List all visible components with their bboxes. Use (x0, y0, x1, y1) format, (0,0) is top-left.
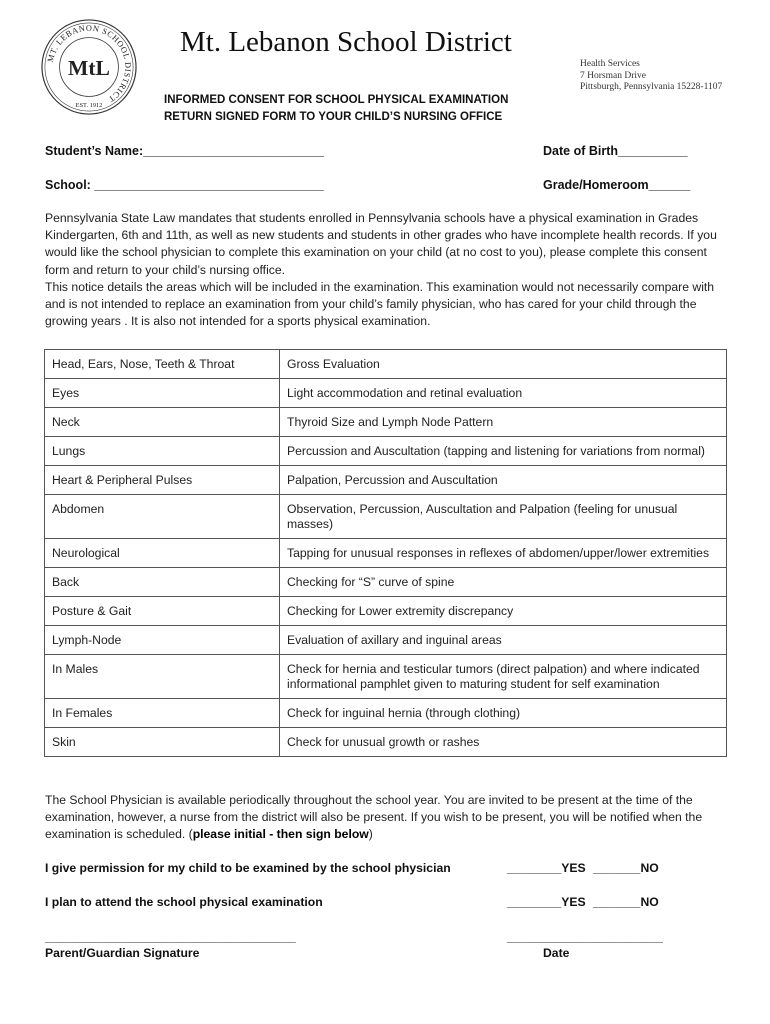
seal-est: EST. 1912 (75, 102, 103, 110)
exam-description: Check for hernia and testicular tumors (direct palpation) and where indicated informational pamphlet given to maturing student for self examination (280, 655, 727, 699)
school-field[interactable]: School: _________________________________ (45, 178, 324, 192)
intro-text (45, 210, 730, 330)
permission-exam-yes[interactable]: ________YES (507, 861, 586, 875)
exam-area: Neck (45, 408, 280, 437)
date-of-birth-field[interactable]: Date of Birth__________ (543, 144, 688, 158)
signature-line[interactable]: _____________________________________ (45, 930, 296, 944)
seal-ring-text: MT. LEBANON SCHOOL DISTRICT (45, 23, 133, 104)
notice-close: ) (368, 827, 373, 842)
exam-description: Checking for Lower extremity discrepancy (280, 597, 727, 626)
exam-area: In Females (45, 699, 280, 728)
table-row (45, 379, 727, 408)
exam-description: Percussion and Auscultation (tapping and listening for variations from normal) (280, 437, 727, 466)
exam-description: Thyroid Size and Lymph Node Pattern (280, 408, 727, 437)
exam-description: Gross Evaluation (280, 350, 727, 379)
table-row (45, 437, 727, 466)
permission-attend-no[interactable]: _______NO (593, 895, 659, 909)
table-row (45, 655, 727, 699)
permission-statement-attend: I plan to attend the school physical examination (45, 895, 323, 909)
exam-area: Abdomen (45, 495, 280, 539)
exam-description: Checking for “S” curve of spine (280, 568, 727, 597)
permission-exam-no[interactable]: _______NO (593, 861, 659, 875)
exam-area: Neurological (45, 539, 280, 568)
headline-line-1: INFORMED CONSENT FOR SCHOOL PHYSICAL EXAMINATION (164, 94, 509, 106)
address-line: Pittsburgh, Pennsylvania 15228-1107 (580, 82, 723, 92)
table-row (45, 728, 727, 757)
exam-area: Back (45, 568, 280, 597)
notice-text: The School Physician is available periodically throughout the school year. You are invited to be present at the time of the examination, however, a nurse from the district will also be present. If you wish to be present, you will be notified when the examination is scheduled. ( (45, 793, 703, 842)
notice-emphasis: please initial - then sign below (192, 827, 369, 842)
table-row (45, 597, 727, 626)
date-label: Date (543, 946, 570, 960)
table-row (45, 350, 727, 379)
exam-areas-table (44, 349, 727, 757)
signature-label: Parent/Guardian Signature (45, 946, 200, 960)
address-line: 7 Horsman Drive (580, 70, 646, 81)
exam-description: Light accommodation and retinal evaluation (280, 379, 727, 408)
exam-description: Tapping for unusual responses in reflexes of abdomen/upper/lower extremities (280, 539, 727, 568)
exam-area: Eyes (45, 379, 280, 408)
intro-paragraph-1: Pennsylvania State Law mandates that students enrolled in Pennsylvania schools have a physical examination in Grades Kindergarten, 6th and 11th, as well as new students and students in other grades who have incomplete health records. If you would like the school physician to complete this examination on your child (at no cost to you), please complete this consent form and return to your child’s nursing office. (45, 211, 717, 277)
table-row (45, 539, 727, 568)
exam-description: Observation, Percussion, Auscultation and Palpation (feeling for unusual masses) (280, 495, 727, 539)
exam-description: Evaluation of axillary and inguinal areas (280, 626, 727, 655)
exam-area: Lungs (45, 437, 280, 466)
headline-line-2: RETURN SIGNED FORM TO YOUR CHILD’S NURSING OFFICE (164, 111, 503, 123)
table-row (45, 699, 727, 728)
exam-description: Check for unusual growth or rashes (280, 728, 727, 757)
exam-area: Posture & Gait (45, 597, 280, 626)
exam-area: Head, Ears, Nose, Teeth & Throat (45, 350, 280, 379)
exam-area: In Males (45, 655, 280, 699)
physician-notice (45, 792, 730, 844)
exam-area: Lymph-Node (45, 626, 280, 655)
exam-area: Skin (45, 728, 280, 757)
form-headline (164, 92, 508, 126)
table-row (45, 568, 727, 597)
exam-description: Palpation, Percussion and Auscultation (280, 466, 727, 495)
date-line[interactable]: _______________________ (507, 930, 663, 944)
permission-attend-yes[interactable]: ________YES (507, 895, 586, 909)
student-name-field[interactable]: Student’s Name:__________________________ (45, 144, 324, 158)
district-title: Mt. Lebanon School District (180, 26, 512, 58)
table-row (45, 466, 727, 495)
grade-homeroom-field[interactable]: Grade/Homeroom______ (543, 178, 691, 192)
intro-paragraph-2: This notice details the areas which will be included in the examination. This examination would not necessarily compare with and is not intended to replace an examination from your child’s family physician, who has cared for your child through the growing years . It is also not intended for a sports physical examination. (45, 279, 715, 329)
exam-description: Check for inguinal hernia (through clothing) (280, 699, 727, 728)
table-row (45, 408, 727, 437)
permission-statement-exam: I give permission for my child to be examined by the school physician (45, 861, 451, 875)
table-row (45, 495, 727, 539)
seal-monogram: MtL (68, 55, 110, 80)
address-block (580, 59, 722, 94)
table-row (45, 626, 727, 655)
exam-area: Heart & Peripheral Pulses (45, 466, 280, 495)
district-seal-logo (40, 18, 138, 116)
address-line: Health Services (580, 59, 640, 69)
